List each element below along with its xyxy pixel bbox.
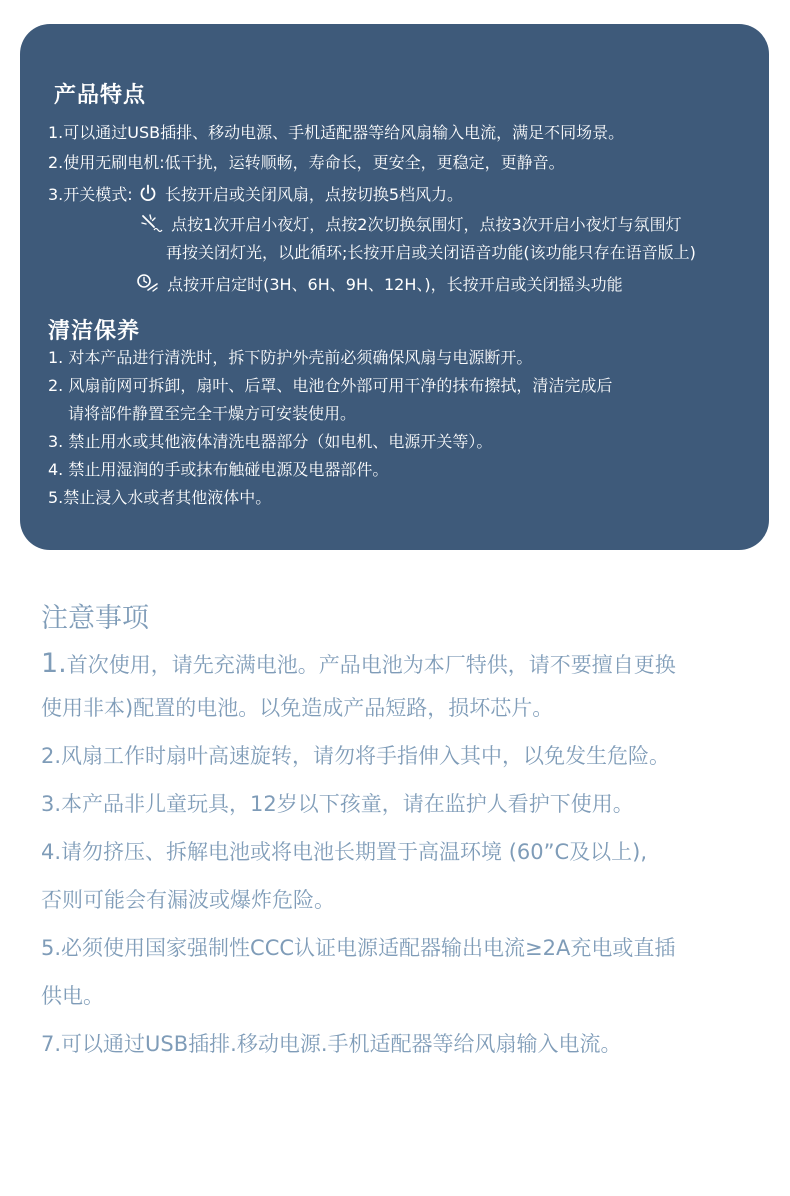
cleaning-title: 清洁保养: [48, 319, 141, 344]
timer-swing-icon: [136, 273, 160, 298]
note-item-1-text: 首次使用，请先充满电池。产品电池为本厂特供，请不要擅自更换: [66, 653, 676, 677]
note-item-5-cont: 供电。: [41, 984, 104, 1008]
note-item-1-cont: 使用非本)配置的电池。以免造成产品短路，损坏芯片。: [41, 696, 554, 720]
note-item-7: 7.可以通过USB插排.移动电源.手机适配器等给风扇输入电流。: [41, 1032, 622, 1056]
cleaning-item-1: 1. 对本产品进行清洗时，拆下防护外壳前必须确保风扇与电源断开。: [48, 348, 533, 367]
cleaning-item-2: 2. 风扇前网可拆卸，扇叶、后罩、电池仓外部可用干净的抹布擦拭，清洁完成后: [48, 376, 613, 395]
power-desc: 长按开启或关闭风扇，点按切换5档风力。: [164, 185, 464, 204]
note-item-3: 3.本产品非儿童玩具，12岁以下孩童，请在监护人看护下使用。: [41, 792, 634, 816]
feature-line-3: [48, 183, 463, 208]
note-item-4-cont: 否则可能会有漏波或爆炸危险。: [41, 888, 335, 912]
product-info-panel: [20, 24, 769, 550]
light-icon: [140, 213, 164, 238]
feature-line-1: 1.可以通过USB插排、移动电源、手机适配器等给风扇输入电流，满足不同场景。: [48, 123, 625, 142]
light-line-1: [140, 213, 682, 238]
note-item-1-number: 1.: [41, 648, 67, 679]
timer-line: [136, 273, 623, 298]
cleaning-item-3: 3. 禁止用水或其他液体清洗电器部分（如电机、电源开关等）。: [48, 432, 493, 451]
switch-mode-label: 3.开关模式:: [48, 185, 133, 204]
notes-title: 注意事项: [41, 603, 149, 634]
timer-desc: 点按开启定时(3H、6H、9H、12H、)，长按开启或关闭摇头功能: [167, 275, 623, 294]
light-line-2: 再按关闭灯光，以此循环;长按开启或关闭语音功能(该功能只存在语音版上): [166, 243, 696, 262]
note-item-1: [41, 650, 676, 679]
note-item-4: 4.请勿挤压、拆解电池或将电池长期置于高温环境 (60”C及以上),: [41, 840, 648, 864]
cleaning-item-5: 5.禁止浸入水或者其他液体中。: [48, 488, 272, 507]
cleaning-item-4: 4. 禁止用湿润的手或抹布触碰电源及电器部件。: [48, 460, 389, 479]
features-title: 产品特点: [54, 83, 147, 108]
note-item-2: 2.风扇工作时扇叶高速旋转，请勿将手指伸入其中，以免发生危险。: [41, 744, 671, 768]
power-icon: [138, 183, 158, 208]
feature-line-2: 2.使用无刷电机:低干扰，运转顺畅，寿命长，更安全，更稳定，更静音。: [48, 153, 565, 172]
note-item-5: 5.必须使用国家强制性CCC认证电源适配器输出电流≥2A充电或直插: [41, 936, 676, 960]
light-desc-1: 点按1次开启小夜灯，点按2次切换氛围灯，点按3次开启小夜灯与氛围灯: [171, 215, 682, 234]
cleaning-item-2-cont: 请将部件静置至完全干燥方可安装使用。: [68, 404, 357, 423]
